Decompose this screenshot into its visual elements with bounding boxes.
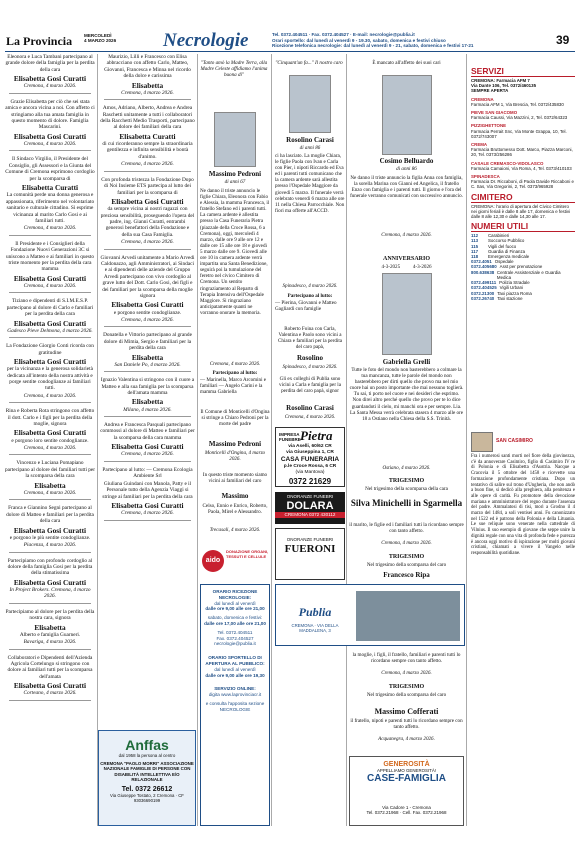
notice-separator <box>104 249 191 250</box>
notice-location: Cremona, 4 marzo 2026. <box>23 445 77 452</box>
notice-text: Con profonda tristezza la Fondazione Dopo di Noi Insieme ETS partecipa al lutto dei familiari per la scomparsa di <box>101 176 194 196</box>
notice-location: Cremona, 4 marzo 2026. <box>284 414 336 420</box>
notice-body: In questo triste momento siamo vicini ai familiari del caro <box>202 472 268 485</box>
deceased-name: Elisabetta <box>131 352 164 362</box>
contact-info: Tel. 0372.404511 · Fax. 0372.404527 · E-mail: necrologie@publia.it Orari sportello: dal lunedì al venerdì 9 - 19.30, sabato, domenica e festivi chiuso Ricezione telefonica necrologie: dal lunedì al venerdì 9 - 21, sabato, domenica e festivi 17-21 <box>272 32 474 48</box>
deceased-name: Elisabetta Gosi Curatti <box>13 318 87 328</box>
column-divider <box>271 54 272 826</box>
notice-text: Eleonora e Luca Tambani partecipano al grande dolore della famiglia per la perdita della cara <box>5 54 95 73</box>
notice-item <box>5 156 95 192</box>
notice-separator <box>9 337 91 338</box>
column-divider <box>97 54 98 826</box>
notice-text: La Fondazione Giorgio Conti ricorda con gratitudine <box>6 343 94 356</box>
notice-location: Corteano, 4 marzo 2026. <box>23 690 77 697</box>
notice-item <box>5 366 95 403</box>
notice-text: Partecipiamo con profondo cordoglio al dolore della famiglia Gosi per la perdita della stimatissima <box>7 557 93 577</box>
notice-item <box>5 535 95 553</box>
phone-label: Vigili del fuoco <box>488 243 517 249</box>
phone-label: Taxi stazione <box>497 295 523 301</box>
notice-separator <box>104 326 191 327</box>
deceased-name: Rosolino <box>296 354 324 362</box>
trigesimo-text: la moglie, i figli, il fratello, familiari e parenti tutti lo ricordano sempre con tanto affetto. <box>352 652 461 665</box>
trigesimo-intro: Nel trigesimo della scomparsa del caro <box>366 562 447 568</box>
trigesimo-title: TRIGESIMO <box>388 684 425 690</box>
notice-text: e porgono le più sentite condoglianze. <box>9 534 91 541</box>
phone-number: 113 <box>471 238 479 244</box>
phone-number: 112 <box>471 233 479 239</box>
notice-separator <box>9 235 91 236</box>
notice-body: Gli ex colleghi di Publia sono vicini a Carla e famiglia per la perdita del caro papà, signor <box>279 376 341 395</box>
anniversary-dates: 4-3-2025 4-3-2026 <box>381 264 432 270</box>
notice-location: Cremona, 4 marzo 2026. <box>121 451 174 458</box>
phone-number: 115 <box>471 243 479 249</box>
participants-list: — Pierina, Giovanni e Matteo Gagliardi con famiglie <box>275 300 337 313</box>
notice-item <box>5 655 95 701</box>
deceased-name: Elisabetta Gosi Curatti <box>111 500 184 510</box>
deceased-name: Elisabetta Gosi Curatti <box>13 525 87 535</box>
notice-separator <box>104 171 191 172</box>
notice-text: Giuliana Guindani con Manola, Patty e il Personale tutto della Agenzia Viaggi si stringe ai familiari per la perdita della cara <box>102 480 193 500</box>
phone-number: 117 <box>471 248 479 254</box>
notice-separator <box>9 649 91 650</box>
notice-separator <box>9 150 91 151</box>
deceased-name: Elisabetta Gosi Curatti <box>111 300 184 310</box>
deceased-name: Elisabetta Curatti <box>21 183 79 193</box>
notice-text: Il Presidente e i Consiglieri della Fondazione Nuovi Generazioni 3C si uniscono a Matteo e ai familiari in questo triste momento per la perdita della cara mamma <box>5 240 95 273</box>
notice-location: Cremona, 4 marzo 2026. <box>23 489 77 496</box>
notice-separator <box>104 416 191 417</box>
notice-body: Ne danno il triste annuncio la figlia Anna con famiglia, la sorella Marina con Gianni ed Angelica, il fratello Enzo con famiglia e i parenti tutti. Il giorno e l'ora del funerale verranno comunicati con successivo annuncio. <box>350 175 463 200</box>
notice-text: Giovanni Arvedi unitamente a Mario Arvedi Caldonazzo, agli Amministratori, ai Sindaci e ai dipendenti delle aziende del Gruppo Arvedi partecipano con vivo cordoglio al grave lutto del Dott. Carlo Gosi, dei figli e dei familiari per la scomparsa della moglie signora <box>100 254 195 299</box>
notice-text: Donatella e Vittorio partecipano al grande dolore di Mimia, Sergio e familiari per la perdita della cara <box>103 332 192 352</box>
notice-separator <box>9 402 91 403</box>
phone-label: Carabinieri <box>488 233 510 239</box>
notice-text: Andrea e Francesca Pasquali partecipano commossi al dolore di Matteo e familiari per la scomparsa della cara mamma <box>100 422 195 441</box>
participants-list: — Marinella, Marco Arcomini e familiari — Angelo Carini e la mamma Gabriella <box>200 377 267 396</box>
notice-location: Cremona, 4 marzo 2026. <box>23 282 77 289</box>
phone-number: 0372.4051 <box>471 259 492 265</box>
deceased-age: di anni 86 <box>299 145 321 151</box>
phone-number: 0372.21300 <box>471 290 495 296</box>
notice-item <box>5 438 95 456</box>
building-photo <box>356 591 460 641</box>
notice-item <box>100 206 195 249</box>
trigesimo-text: il marito, le figlie ed i familiari tutti la ricordano sempre con tanto affetto. <box>349 522 464 535</box>
signatories: Celso, Ennio e Enrico, Roberto, Paola, Mirel e Alessandro. <box>202 503 268 516</box>
deceased-name: Elisabetta <box>34 622 66 632</box>
deceased-name: Elisabetta Gosi Curatti <box>13 273 87 283</box>
notice-item <box>100 177 195 206</box>
cemetery-title: CIMITERO <box>471 192 575 203</box>
notice-text: Maurizio, Lilli e Francesco con Elisa abbracciano con affetto Carlo, Matteo, Giovanni, Francesca e Minna nel ricordo della dolce e carissima <box>104 54 191 80</box>
notice-item <box>5 558 95 604</box>
notice-text: e porgono loro sentite condoglianze. <box>11 437 89 444</box>
notice-separator <box>9 603 91 604</box>
notice-body: Roberto Foina con Carla, Valentina e Paolo sono vicini a Chiara e familiari per la perdita del caro papà, <box>277 326 343 351</box>
notice-item <box>100 54 195 100</box>
dolara-funeral-ad: ONORANZE FUNEBRI DOLARA CREMONA 0372 430112 <box>275 492 345 524</box>
notice-text: Il Sindaco Virgilio, il Presidente del Consiglio, gli Assessori e la Giunta del Comune di Cremona esprimono cordoglio per la scomparsa di <box>5 156 95 182</box>
anniversary-title: ANNIVERSARIO <box>382 256 430 262</box>
useful-number-row <box>471 270 575 280</box>
phone-label: Guardia di Finanza <box>488 248 526 254</box>
deceased-name: Elisabetta Gosi Curatti <box>13 74 87 84</box>
phone-number: 0372.404525 <box>471 285 497 291</box>
phone-label: Ospedale <box>494 259 514 265</box>
column-divider <box>197 54 198 826</box>
deceased-name: Silva Minichelli in Sgarmella <box>350 498 463 508</box>
phone-label: Soccorso Pubblico <box>488 238 525 244</box>
notice-location: Cremona, 4 marzo 2026. <box>121 317 174 323</box>
phone-number: 0372.405680 <box>471 264 497 270</box>
phone-number: 800.638638 <box>471 269 495 275</box>
notice-text: Ignazio Valentina si stringono con il cuore a Matteo e alla sua famiglia per la scomparsa dell'amata mamma <box>100 377 195 397</box>
notice-location: Milano, 4 marzo 2026. <box>123 406 172 413</box>
deceased-age: di anni 86 <box>396 166 417 172</box>
deceased-name: Elisabetta Gosi Curatti <box>111 196 184 206</box>
notice-column-2 <box>100 54 195 526</box>
saint-image <box>471 432 493 452</box>
notice-location: Cremona, 4 marzo 2026. <box>121 239 174 246</box>
case-famiglia-ad: GENEROSITÀ APPELLIAMO GENEROSITÀ! CASE-FAMIGLIA Via Cadore 1 - Cremona Tel. 0372.21968 · Cell. Fax. 0372.21968 <box>349 756 464 826</box>
notice-item <box>5 408 95 437</box>
notice-location: Cremona, 4 marzo 2026. <box>381 540 432 546</box>
notice-item <box>100 310 195 328</box>
services-title: SERVIZI <box>471 66 575 77</box>
notice-item <box>5 241 95 294</box>
notice-item <box>5 609 95 632</box>
notice-location: Spinadesco, 4 marzo 2026. <box>282 283 338 289</box>
notice-separator <box>9 499 91 500</box>
notice-separator <box>9 552 91 553</box>
deceased-name: Massimo Pedroni <box>208 440 262 448</box>
epigraph: "Cinquant'un fa..." Il nostro caro <box>275 60 343 66</box>
notice-text: Alberto e famiglia Guarneri. <box>19 631 81 638</box>
deceased-name: Gabriella Grelli <box>382 358 431 366</box>
notice-location: Piacenza, 4 marzo 2026. <box>23 542 77 549</box>
notice-item <box>5 192 95 235</box>
notice-location: Cremona, 4 marzo 2026. <box>23 141 77 148</box>
notice-text: Partecipano al lutto: — Cremona Ecologia Ambiente Srl <box>102 466 193 480</box>
page-header <box>0 0 580 50</box>
portrait-photo <box>289 75 331 133</box>
column-divider <box>346 54 347 826</box>
newspaper-logo: La Provincia <box>6 34 73 48</box>
useful-numbers-title: NUMERI UTILI <box>471 221 575 232</box>
notice-location: Bavariga, 4 marzo 2026. <box>23 639 77 646</box>
deceased-name: Elisabetta Gosi Curatti <box>13 357 87 367</box>
notice-text: Vincenzo e Luciana Pomapiano partecipano al dolore dei familiari tutti per la scomparsa della cara <box>5 460 96 480</box>
participants-title: Partecipano al lutto: <box>212 370 258 376</box>
deceased-name: Elisabetta <box>131 397 164 407</box>
notice-location: Cremona, 4 marzo 2026. <box>121 161 174 168</box>
notice-item <box>100 332 195 372</box>
anffas-ad: Anffas dal 1958 la persona al centro CREMONA "PAOLO MORRI" ASSOCIAZIONE NAZIONALE FAMIGLIE DI PERSONE CON DISABILITÀ INTELLETTIVA E/O RELAZIONALE Tel. 0372 26612 Via Giuseppe Tostato, 2 Cremona · CF 93036690199 <box>98 730 196 826</box>
phone-number: 0372.499111 <box>471 280 497 286</box>
notice-location: Trecasali, 4 marzo 2026. <box>209 527 261 533</box>
issue-date: MERCOLEDÌ 4 MARZO 2026 <box>84 33 117 44</box>
notice-item <box>100 141 195 172</box>
notice-location: Ostiano, 4 marzo 2026. <box>382 465 431 471</box>
services-sidebar: SERVIZI CREMONA: Farmacia AFM 7 Via Dante 106, Tel. 0372/460135 SEMPRE APERTA CREMONA Farmacia AFM 1, Via Brescia, Tel. 0372/435830 PIEVE SAN GIACOMO Farmacia Caussi, Via Mazzini, 2, Tel. 0372/64323 PIZZIGHETTONE Farmacia Perrait Snc, Via Monte Grappa, 10, Tel. 0372/743007 CREMA Farmacia Bruttomesso Dott. Marco, Piazza Marconi, 20, Tel. 0373/256286 CASALE CREMASCO-VIDOLASCO Farmacia Camaioni, Via Roma, 4, Tel. 0373/410103 SPINADESCA Farmacia Dr. Riccaboni, di Paola Davide Riccaboni e C. Sas, Via Gregorini, 2, Tel. 0373/965928 CIMITERO CREMONA: l'orario di apertura del Civico Cimitero nei giorni feriali è dalle 8 alle 17, domenica e festivi dalle 8 alle 12,30 e dalle 14,30 alle 17. NUMERI UTILI 112 Carabinieri 113 Soccorso Pubblico 115 Vigili del fuoco 117 Guardia di Finanza 118 Emergenza medicale 0372.4051 Ospedale 0372.405680 Asst per prenotazione 800.638638 Centrale Assistenziale e Guardia Medica 0372.499111 Polizia Stradale 0372.404525 Vigili Urbani 0372.21300 Taxi piazza Roma 0372.26740 Taxi stazione <box>471 66 574 301</box>
notice-text: Tiziano e dipendenti di S.I.M.E.S.P. partecipano al dolore di Carlo e familiari per la perdita della cara <box>6 298 94 318</box>
notice-text: Rina e Roberta Rota stringono con affetto il dott. Carlo e i figli per la perdita della moglie, signora <box>5 408 95 428</box>
phone-label: Asst per prenotazione <box>499 264 543 270</box>
notice-text: Amos, Adriano, Alberto, Andrea e Andrea Raschetti unitamente a tutti i collaboratori della Racchetti Medio Trasporti, partecipano al dolore dei familiari della cara <box>100 105 195 131</box>
deceased-name: Elisabetta Gosi Curatti <box>13 681 87 691</box>
phone-label: Emergenza medicale <box>488 254 530 260</box>
deceased-name: Massimo Cofferati <box>374 707 439 716</box>
portrait-photo <box>382 273 432 355</box>
notice-location: San Daniele Po, 4 marzo 2026. <box>114 361 181 368</box>
notice-location: Cremona, 4 marzo 2026. <box>381 670 432 676</box>
anniversary-text: Tutte le foto del mondo non basterebbero a colmare la tua mancanza, tutte le parole del mondo non basterebbero per dirti quello che provo ma nel mio cuore hai un posto importante che mai nessuno toglierà. Tu sai, ti porto nel cuore e nei desideri che esprimo. Non direi altro perché quello che provo per te lo dice guardandoti il cielo, mi manchi ora e per sempre. Lia. La Santa Messa verrà celebrata stasera 4 marzo alle ore 18 a Ostiano nella Chiesa della S.S. Trinità. <box>349 367 464 422</box>
notice-item <box>5 632 95 650</box>
useful-numbers-list <box>471 233 575 301</box>
notice-location: Cremona, 4 marzo 2026. <box>209 361 261 367</box>
notice-text: e porgono sentite condoglianze. <box>113 309 182 316</box>
trigesimo-intro: Nel trigesimo della scomparsa della cara <box>365 486 448 492</box>
header-rule <box>5 51 575 52</box>
fueroni-funeral-ad: ONORANZE FUNEBRI FUERONI <box>275 528 345 580</box>
notice-separator <box>9 292 91 293</box>
notice-text: per la vicinanza e la generosa solidarietà dedicata all'intento della nostra attività e porge sentite condoglianze ai familiari tutti. <box>7 366 93 392</box>
phone-label: Polizia Stradale <box>499 280 530 286</box>
epigraph: È mancato all'affetto dei suoi cari <box>372 60 441 66</box>
deceased-name: Elisabetta Gosi Curatti <box>13 131 87 141</box>
notice-text: di cui ricorderanno sempre la straordinaria gentilezza e infinita sensibilità e bontà d'animo. <box>102 141 193 160</box>
participants-title: Partecipano al lutto: <box>287 293 333 299</box>
notice-separator <box>104 520 191 521</box>
notice-separator <box>104 99 191 100</box>
notice-location: Monticelli d'Ongina, 4 marzo 2026. <box>204 450 266 463</box>
phone-number: 118 <box>471 254 479 260</box>
deceased-name: Massimo Pedroni <box>208 170 262 178</box>
notice-location: Acquanegra, 4 marzo 2026. <box>378 736 435 742</box>
deceased-name: Rosolino Carasi <box>286 404 334 412</box>
deceased-name: Elisabetta Gosi Curatti <box>13 577 87 587</box>
publia-ad: Publia CREMONA · VIA DELLA MADDALENA, 3 <box>275 584 465 646</box>
notice-text: Franca e Giannino Segni partecipano al dolore di Matteo e familiari per la perdita della cara <box>6 505 94 525</box>
notice-item <box>100 377 195 417</box>
notice-text: da sempre vicina ai nostri ragazzi con preziosa sensibilità, proseguendo l'opera del padre, ing. Gianni Curatti, entrambi generosi benefattori della Fondazione e della sua Casa Famiglia. <box>100 206 195 238</box>
notice-location: Cremona, 4 marzo 2026. <box>23 225 77 232</box>
phone-label: Vigili Urbani <box>499 285 523 291</box>
aido-ad: aido DONAZIONE ORGANI, TESSUTI E CELLULE <box>200 546 270 580</box>
deceased-name: Elisabetta Curatti <box>119 131 176 141</box>
notice-body: ci ha lasciato. La moglie Chiara, le figlie Paola con Ivan e Carla con Pier, i nipoti Riccardo ed Eva ed i parenti tutti comunicano che la camera ardente sarà allestita presso l'Ospedale Maggiore da giovedì 5 marzo. Il funerale verrà celebrato venerdì 6 marzo alle ore 11 nella Chiesa Parrocchiale. Non fiori ma offerte all'ACCD. <box>275 153 345 214</box>
deceased-name: Elisabetta <box>34 480 66 490</box>
notice-separator <box>9 700 91 701</box>
portrait-photo <box>214 112 256 167</box>
notice-text: Partecipiamo al dolore per la perdita della nostra cara, signora <box>5 608 95 622</box>
deceased-name: Rosolino Carasi <box>286 136 334 144</box>
notice-item <box>100 255 195 310</box>
deceased-name: Francesco Ripa <box>383 571 430 579</box>
deceased-age: di anni 67 <box>224 179 246 185</box>
pietra-funeral-ad: IMPRESA FUNEBRE Pietra via Aselli, 60/62 CR via Giuseppina 1, CR CASA FUNERARIA p.le Croce Rossa, 6 CR (via Mantova) 0372 21629 <box>275 427 345 487</box>
notice-separator <box>9 93 91 94</box>
aido-logo: aido <box>202 550 224 572</box>
notice-item <box>5 505 95 534</box>
notice-item <box>5 298 95 338</box>
phone-label: Taxi piazza Roma <box>497 290 532 296</box>
notice-text: La comunità perde una donna generosa e appassionata, riferimento nel volontariato sanitario e culturale cittadino. Si esprime vicinanza al marito Carlo Gosi e ai familiari tutti. <box>5 192 95 224</box>
trigesimo-title: TRIGESIMO <box>388 478 425 484</box>
orario-info-box: ORARIO RICEZIONE NECROLOGIE: dal lunedì al venerdì dalle ore 9,00 alle ore 21,00 sabato, domenica e festivi: dalle ore 17,00 alle ore 21,00 Tel. 0372.404511 Fax. 0372.404527 necrologie@publia.it ORARIO SPORTELLO DI APERTURA AL PUBBLICO: dal lunedì al venerdì dalle ore 9,00 alle ore 19,30 SERVIZIO ONLINE: digita www.laprovinciacr.it e consulta l'apposita sezione NECROLOGIE <box>200 584 270 826</box>
notice-location: Cremona, 4 marzo 2026. <box>381 232 432 238</box>
section-title: Necrologie <box>163 30 249 51</box>
phone-label: Centrale Assistenziale e Guardia Medica <box>496 269 561 280</box>
notice-text: Collaboratori e Dipendenti dell'Azienda Agricola Cortelungo si stringono con dolore ai familiari tutti per la scomparsa dell'amata <box>7 654 93 680</box>
phone-number: 0372.26740 <box>471 295 495 301</box>
notice-location: Cremona, 4 marzo 2026. <box>23 392 77 399</box>
notice-column-1 <box>5 54 95 706</box>
notice-location: Cremona, 4 marzo 2026. <box>121 89 174 96</box>
trigesimo-intro: Nel trigesimo della scomparsa del caro <box>366 692 447 698</box>
saint-of-the-day: SAN CASIMIRO Fra i numerosi santi morti nel fiore della giovinezza, c'è da annoverare Casimiro, figlio di Casimiro IV re di Polonia e di Elisabetta d'Austria. Nacque a Cracovia il 5 ottobre del 1458 e ricevette una formazione profondamente cristiana. Dopo un tentativo di salire sul trono d'Ungheria, che non andò a buon fine, si dedicò alla preghiera, alla penitenza e alle opere di carità. Fu promotore della devozione mariana e amministratore del regno durante l'assenza del padre. Ammalatosi di tisi, morì a Grodno il 4 marzo del 1484, a soli ventisei anni. Fu canonizzato nel 1522 ed è patrono della Polonia e della Lituania. Le sue reliquie sono venerate nella cattedrale di Vilnius. Il suo esempio di giovane che seppe unire la dignità regale con una vita di profonda fede e purezza è ancora oggi motivo di ispirazione per molti giovani cristiani, chiamati a vivere il Vangelo nelle responsabilità quotidiane. <box>471 432 575 557</box>
deceased-name: Cosimo Belluardo <box>379 157 434 165</box>
notice-location: In Project Brokers. Cremona, 4 marzo 2026. <box>9 586 91 600</box>
notice-separator <box>104 371 191 372</box>
notice-body: Il Comune di Monticelli d'Ongina si stringe a Chiaro Pedroni per la morte del padre <box>200 409 270 428</box>
notice-item <box>100 105 195 141</box>
notice-location: Cremona, 4 marzo 2026. <box>121 510 174 517</box>
useful-number-row <box>471 296 575 301</box>
portrait-photo <box>382 75 432 155</box>
notice-item <box>100 467 195 480</box>
notice-body: Ne danno il triste annuncio le figlie Chiara, Eleonora con Fabio e Alessia, la mamma Francesca, il fratello Stefano ed i parenti tutti. La camera ardente è allestita presso la Casa Funeraria Pietra (piazzale della Croce Rossa, 6 a Cremona), oggi, mercoledì 4 marzo, dalle ore 9 alle ore 12 e dalle ore 15 alle ore 18 e giovedì 5 marzo dalle ore 9. Giovedì alle ore 10 in camera ardente verrà impartita una Santa Benedizione, seguirà poi la tumulazione del feretro nel civico Cimitero di Cremona. Un sentito ringraziamento al Reparto di Terapia Intensiva dell'Ospedale Maggiore. Si ringraziano anticipatamente quanti ne vorranno onorare la memoria. <box>200 188 270 316</box>
deceased-name: Elisabetta Gosi Curatti <box>111 442 184 452</box>
trigesimo-title: TRIGESIMO <box>388 554 425 560</box>
notice-item <box>5 54 95 94</box>
deceased-name: Elisabetta Gosi Curatti <box>13 428 87 438</box>
epigraph: "Tanto amò la Madre Terra, alla Madre Celeste affidiamo l'anima buona di" <box>200 60 268 79</box>
trigesimo-text: il fratello, nipoti e parenti tutti lo ricordano sempre con tanto affetto. <box>350 718 463 731</box>
notice-location: Spinadesco, 4 marzo 2026. <box>282 364 338 370</box>
notice-item <box>100 481 195 521</box>
notice-text: Grazie Elisabetta per ciò che sei stata amica e ancora vicina a noi. Con affetto ci stringiamo alla tua amata famiglia in questo momento di dolore. Famiglia Mascarini. <box>5 98 95 131</box>
deceased-name: Elisabetta <box>131 80 164 90</box>
notice-item <box>5 343 95 366</box>
page-number: 39 <box>556 33 570 47</box>
notice-separator <box>104 461 191 462</box>
notice-location: Gadesco Pieve Delmona, 4 marzo 2026. <box>7 327 93 334</box>
notice-item <box>5 460 95 500</box>
column-divider <box>466 54 467 826</box>
deceased-name: Massimo <box>221 492 249 500</box>
notice-item <box>5 99 95 152</box>
notice-location: Cremona, 4 marzo 2026. <box>23 83 77 90</box>
notice-separator <box>9 454 91 455</box>
notice-item <box>100 422 195 462</box>
